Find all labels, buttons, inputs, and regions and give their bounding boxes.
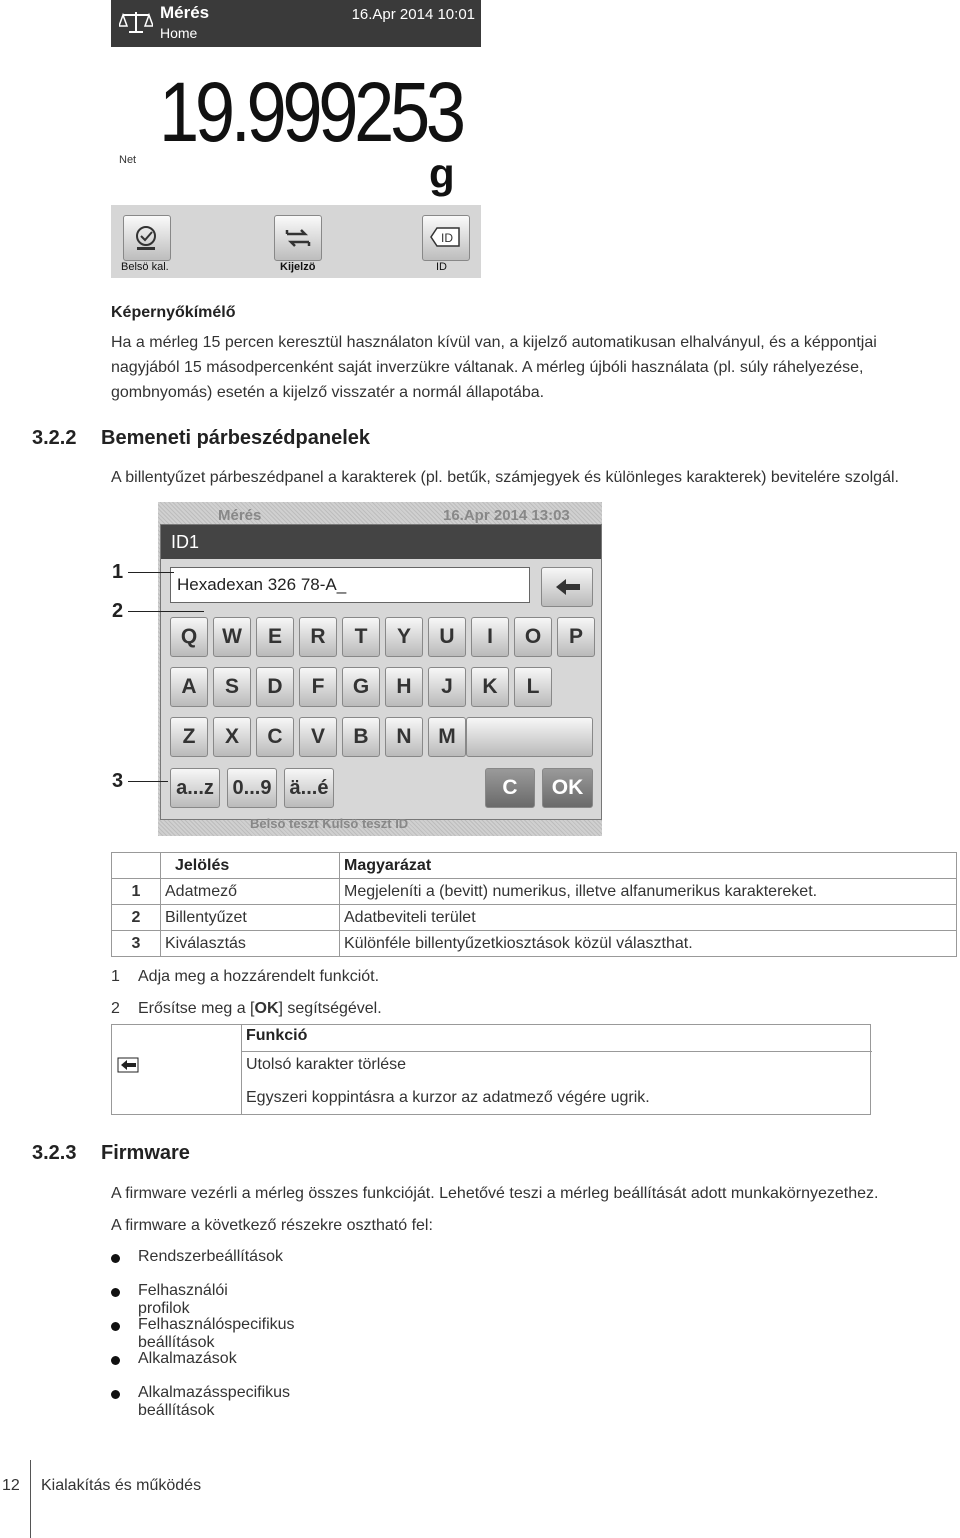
function-row-1: Utolsó karakter törlése bbox=[246, 1056, 407, 1073]
weight-unit: g bbox=[429, 150, 455, 197]
key-y[interactable]: Y bbox=[385, 617, 423, 657]
bullet-icon bbox=[111, 1288, 120, 1297]
background-title: Mérés bbox=[218, 507, 262, 524]
function-box bbox=[111, 1024, 871, 1115]
list-item-text: Felhasználói profilok bbox=[138, 1282, 228, 1317]
legend-name: Kiválasztás bbox=[161, 931, 340, 957]
key-a[interactable]: A bbox=[170, 667, 208, 707]
key-u[interactable]: U bbox=[428, 617, 466, 657]
key-x[interactable]: X bbox=[213, 717, 251, 757]
dialog-title: ID1 bbox=[161, 525, 601, 559]
home-button-bar bbox=[111, 205, 481, 278]
key-h[interactable]: H bbox=[385, 667, 423, 707]
callout-3-line bbox=[128, 781, 168, 782]
home-header-bar bbox=[111, 0, 481, 47]
bullet-icon bbox=[111, 1390, 120, 1399]
table-row bbox=[112, 905, 957, 931]
step-2-prefix: Erősítse meg a [ bbox=[138, 1000, 255, 1017]
list-item-text: Alkalmazásspecifikus beállítások bbox=[138, 1384, 291, 1419]
key-r[interactable]: R bbox=[299, 617, 337, 657]
screensaver-heading: Képernyőkímélő bbox=[111, 304, 236, 321]
id-label: ID bbox=[436, 261, 447, 273]
key-k[interactable]: K bbox=[471, 667, 509, 707]
firmware-paragraph-1: A firmware vezérli a mérleg összes funkcióját. Lehetővé teszi a mérleg beállítását adott munkakörnyezethez. bbox=[111, 1185, 879, 1202]
display-label: Kijelzö bbox=[280, 261, 316, 273]
background-footer: Belsö teszt Külsö teszt ID bbox=[250, 816, 409, 831]
list-item bbox=[138, 1282, 228, 1318]
mode-numeric-key[interactable]: 0...9 bbox=[227, 768, 277, 808]
legend-desc: Adatbeviteli terület bbox=[340, 905, 957, 931]
weight-value: 19.999253 bbox=[159, 65, 462, 159]
list-item-text: Felhasználóspecifikus beállítások bbox=[138, 1316, 295, 1351]
mode-special-key[interactable]: ä...é bbox=[284, 768, 334, 808]
step-2-suffix: ] segítségével. bbox=[278, 1000, 382, 1017]
key-v[interactable]: V bbox=[299, 717, 337, 757]
legend-name: Billentyűzet bbox=[161, 905, 340, 931]
legend-header-num bbox=[112, 853, 161, 879]
footer-divider bbox=[30, 1460, 31, 1538]
ok-key-ref: OK bbox=[254, 1000, 279, 1017]
home-title: Mérés bbox=[160, 3, 210, 22]
backspace-arrow-icon bbox=[542, 568, 592, 606]
key-e[interactable]: E bbox=[256, 617, 294, 657]
section-322-number: 3.2.2 bbox=[32, 427, 77, 449]
key-g[interactable]: G bbox=[342, 667, 380, 707]
home-datetime: 16.Apr 2014 10:01 bbox=[351, 6, 475, 23]
internal-calibration-button[interactable] bbox=[123, 215, 171, 261]
backspace-key[interactable] bbox=[541, 567, 593, 607]
id-tag-icon bbox=[423, 216, 469, 260]
home-screen-screenshot bbox=[111, 0, 481, 278]
page-number: 12 bbox=[2, 1477, 20, 1494]
key-t[interactable]: T bbox=[342, 617, 380, 657]
legend-header-name: Jelölés bbox=[161, 853, 340, 879]
callout-2: 2 bbox=[112, 600, 124, 622]
step-2-number: 2 bbox=[111, 1000, 120, 1017]
callout-3: 3 bbox=[112, 770, 124, 792]
mode-lowercase-key[interactable]: a...z bbox=[170, 768, 220, 808]
key-f[interactable]: F bbox=[299, 667, 337, 707]
table-row bbox=[112, 931, 957, 957]
refresh-icon bbox=[275, 216, 321, 260]
function-row-2: Egyszeri koppintásra a kurzor az adatmező végére ugrik. bbox=[246, 1089, 650, 1106]
backspace-icon bbox=[117, 1057, 139, 1073]
table-row bbox=[112, 879, 957, 905]
bullet-icon bbox=[111, 1356, 120, 1365]
list-item bbox=[138, 1248, 283, 1266]
callout-1-line bbox=[128, 572, 174, 573]
data-input-field[interactable]: Hexadexan 326 78-A_ bbox=[170, 567, 530, 603]
svg-text:ID: ID bbox=[441, 231, 453, 245]
legend-header-desc: Magyarázat bbox=[340, 853, 957, 879]
list-item-text: Alkalmazások bbox=[138, 1350, 237, 1367]
key-c[interactable]: C bbox=[256, 717, 294, 757]
key-m[interactable]: M bbox=[428, 717, 466, 757]
key-l[interactable]: L bbox=[514, 667, 552, 707]
space-key[interactable] bbox=[466, 717, 593, 757]
callout-2-line bbox=[128, 611, 204, 612]
step-1-text: Adja meg a hozzárendelt funkciót. bbox=[138, 968, 380, 985]
calibration-icon bbox=[124, 216, 170, 260]
legend-num: 1 bbox=[112, 879, 161, 905]
section-323-number: 3.2.3 bbox=[32, 1142, 77, 1164]
legend-table bbox=[111, 852, 957, 957]
footer-title: Kialakítás és működés bbox=[41, 1477, 202, 1494]
list-item-text: Rendszerbeállítások bbox=[138, 1248, 283, 1265]
legend-header-row bbox=[112, 853, 957, 879]
key-o[interactable]: O bbox=[514, 617, 552, 657]
function-header: Funkció bbox=[246, 1027, 308, 1044]
screensaver-text: Ha a mérleg 15 percen keresztül használaton kívül van, a kijelző automatikusan elhalványul, és a képpontjai nagyjából 15 másodpercenként saját inverzükre váltanak. A mérleg újbóli használata (pl. súly ráhelyezése, gombnyomás) esetén a kijelző visszatér a normál állapotába. bbox=[111, 334, 877, 401]
key-p[interactable]: P bbox=[557, 617, 595, 657]
home-subtitle: Home bbox=[160, 25, 198, 41]
key-w[interactable]: W bbox=[213, 617, 251, 657]
list-item bbox=[138, 1384, 290, 1420]
callout-1: 1 bbox=[112, 561, 124, 583]
key-j[interactable]: J bbox=[428, 667, 466, 707]
key-b[interactable]: B bbox=[342, 717, 380, 757]
list-item bbox=[138, 1350, 237, 1368]
bullet-icon bbox=[111, 1322, 120, 1331]
legend-num: 3 bbox=[112, 931, 161, 957]
key-q[interactable]: Q bbox=[170, 617, 208, 657]
section-322-intro: A billentyűzet párbeszédpanel a karakterek (pl. betűk, számjegyek és különleges karakterek) bevitelére szolgál. bbox=[111, 469, 899, 486]
keyboard-dialog-screenshot bbox=[158, 502, 602, 836]
key-d[interactable]: D bbox=[256, 667, 294, 707]
legend-desc: Megjeleníti a (bevitt) numerikus, illetve alfanumerikus karaktereket. bbox=[340, 879, 957, 905]
legend-desc: Különféle billentyűzetkiosztások közül választhat. bbox=[340, 931, 957, 957]
section-322-title: Bemeneti párbeszédpanelek bbox=[101, 427, 370, 449]
net-label: Net bbox=[119, 154, 137, 166]
step-1-number: 1 bbox=[111, 968, 120, 985]
legend-num: 2 bbox=[112, 905, 161, 931]
key-i[interactable]: I bbox=[471, 617, 509, 657]
key-s[interactable]: S bbox=[213, 667, 251, 707]
key-n[interactable]: N bbox=[385, 717, 423, 757]
ok-key[interactable]: OK bbox=[542, 768, 593, 808]
balance-scale-icon bbox=[119, 9, 153, 37]
list-item bbox=[138, 1316, 295, 1352]
id-button[interactable] bbox=[422, 215, 470, 261]
keyboard-dialog bbox=[160, 524, 602, 820]
clear-key[interactable]: C bbox=[485, 768, 535, 808]
function-box-divider bbox=[241, 1025, 242, 1114]
section-323-title: Firmware bbox=[101, 1142, 190, 1164]
display-button[interactable] bbox=[274, 215, 322, 261]
step-2-text bbox=[138, 996, 382, 1021]
legend-name: Adatmező bbox=[161, 879, 340, 905]
internal-calibration-label: Belsö kal. bbox=[121, 261, 169, 273]
background-datetime: 16.Apr 2014 13:03 bbox=[443, 507, 570, 524]
key-z[interactable]: Z bbox=[170, 717, 208, 757]
firmware-paragraph-2: A firmware a következő részekre osztható fel: bbox=[111, 1217, 433, 1234]
bullet-icon bbox=[111, 1254, 120, 1263]
